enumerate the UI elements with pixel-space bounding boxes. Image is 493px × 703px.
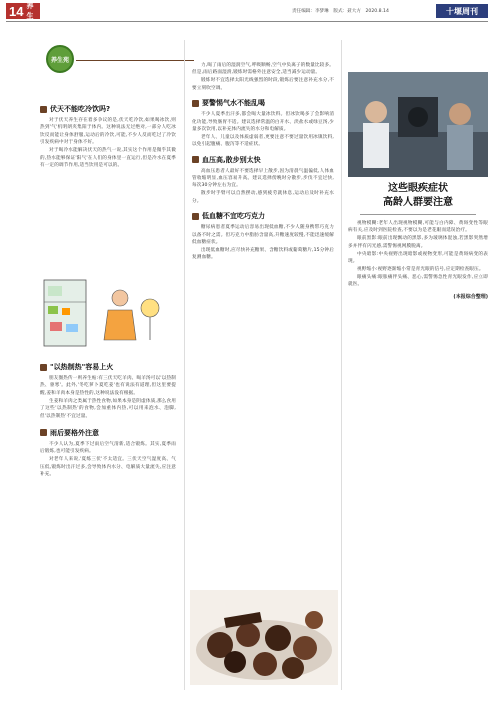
column-1-lower <box>40 358 176 479</box>
header-rule <box>6 21 488 22</box>
bullet-icon <box>40 429 47 436</box>
article-body: 不少人认为,夏季下过雨后空气清新,适合锻炼。其实,夏季雨后锻炼,也可能引发疾病。 对老年人来说,'夏练三伏'不太适宜。三伏天空气湿度高、气压低,锻炼时出汗过多,会导致体内水分、电解质大量流失,应注意补充。 <box>40 441 176 478</box>
article8-title: 这些眼疾症状 高龄人群要注意 <box>383 183 453 208</box>
column-2 <box>192 62 334 262</box>
chocolate-photo <box>190 590 338 685</box>
article-body: 对于伏天养生存在着多争议的是,伏天吃冷饮,如果喝冰饮,则热到'气'机明朗夹集阳于体内。这种说法无过绝对,一部分人吃冰饮反而能让身体舒服,运动后的冷饮,可能,不少人反而吃过了冷饮引发疾病中对于身体不好。 对于喝冷水能解决伏天的热气一说,其实这个作用是微乎其微的,热水能够保证'阳气'在人们的身体里一直运行,但是冷水在夏季有一定的调节作用,适当饮用是可以的。 <box>40 118 176 168</box>
article-body: 高血压患者人最好不要选择早上散步,因为清晨气温偏低,人体血管收缩明显,血压容易升高。建议选择傍晚时分散步,步伐不宜过快,每次30分钟左右为宜。 散步时手臂可以自然摆动,感到疲劳就休息,运动后及时补充水分。 <box>192 168 334 204</box>
section-name: 养生 <box>26 2 34 20</box>
article-title: 血压高,散步别太快 <box>192 155 334 165</box>
page-number: 14 <box>9 3 24 19</box>
article-title: 低血糖不宜吃巧克力 <box>192 211 334 221</box>
edition-info: 责任编辑：李梦琳 版式：聂大方 2020.8.14 <box>292 9 389 14</box>
column-3 <box>348 220 488 300</box>
bullet-icon <box>192 213 199 220</box>
source-note: (本报综合整理) <box>453 293 488 300</box>
article-title: "以热制热"容易上火 <box>40 362 176 372</box>
article-body: 糖尿病患者夏季运动后容易出现低血糖,不少人随身携带巧克力以备不时之需。但巧克力中脂肪含量高,升糖速度较慢,不能迅速缓解低血糖症状。 出现低血糖时,应尽快补充糖果、含糖饮料或葡萄糖片,15分钟后复测血糖。 <box>192 225 334 261</box>
bullet-icon <box>192 156 199 163</box>
bullet-icon <box>40 106 47 113</box>
column-divider <box>184 40 185 690</box>
badge-rule <box>76 60 194 61</box>
column-1 <box>40 100 176 170</box>
article-title: 伏天不能吃冷饮吗? <box>40 104 176 114</box>
article-body: 力,喝了雨后的湿润空气,呼吸顺畅,空气中负离子的数量比较多。但是,雨后路面湿滑,锻炼时需格外注意安全,适当减少运动量。 锻炼时不宜选择太阳光线强烈的时段,锻炼后要注意补充水分,不要立刻吹空调。 <box>192 63 334 91</box>
bullet-icon <box>192 100 199 107</box>
brand-box <box>436 4 488 18</box>
article-body: 不少人夏季出汗多,都会喝大量冰饮料。但冰饮喝多了会影响消化功能,导致肠胃不适。建议选择常温的白开水、淡盐水或绿豆汤,少量多次饮用,以补充体内流失的水分和电解质。 老年人、儿童以及体质虚弱者,更要注意不要过量饮用冰镇饮料,以免引起腹痛、腹泻等不适症状。 <box>192 112 334 148</box>
article-body: 视物模糊:老年人出现视物模糊,可能与白内障、黄斑变性等眼病有关,应及时到医院检查,不要以为是老花眼而延误治疗。 眼前黑影:眼前出现飘动的黑影,多为玻璃体混浊,若黑影突然增多并伴有闪光感,需警惕视网膜脱离。 中央暗影:中央视野出现暗影或视物变形,可能是黄斑病变的表现。 视野缩小:视野逐渐缩小常是青光眼的信号,应定期检查眼压。 眼痛头痛:眼胀痛伴头痛、恶心,需警惕急性青光眼发作,应立即就医。 <box>348 221 488 288</box>
column-divider <box>341 40 342 690</box>
section-badge <box>46 45 74 73</box>
bullet-icon <box>40 364 47 371</box>
eye-exam-photo <box>348 72 488 177</box>
page-number-box <box>6 3 40 19</box>
article-title: 雨后要格外注意 <box>40 428 176 438</box>
article-body: 朋友圈热传一则养生帖:有三伏天吃羊肉、喝羊汤可以'以热制热、驱寒'。此外,'冬吃萝卜夏吃姜'也有说法有道理,但这里要提醒,姜和羊肉本身是热性的,这种说法没有根据。 生姜和羊肉之类属于热性食物,如果本身是阴虚体质,那么食用了这些'以热制热'的食物,会加重体内热,可以用来泡水、泡脚,但'以热制热'不宜过量。 <box>40 376 176 419</box>
section-badge-text: 养生苑 <box>50 56 69 64</box>
page-header <box>0 0 493 22</box>
article-title: 要警惕气水不能乱喝 <box>192 98 334 108</box>
title-rule <box>360 214 476 215</box>
fridge-illustration <box>42 278 172 348</box>
brand-name: 十堰周刊 <box>446 6 478 16</box>
